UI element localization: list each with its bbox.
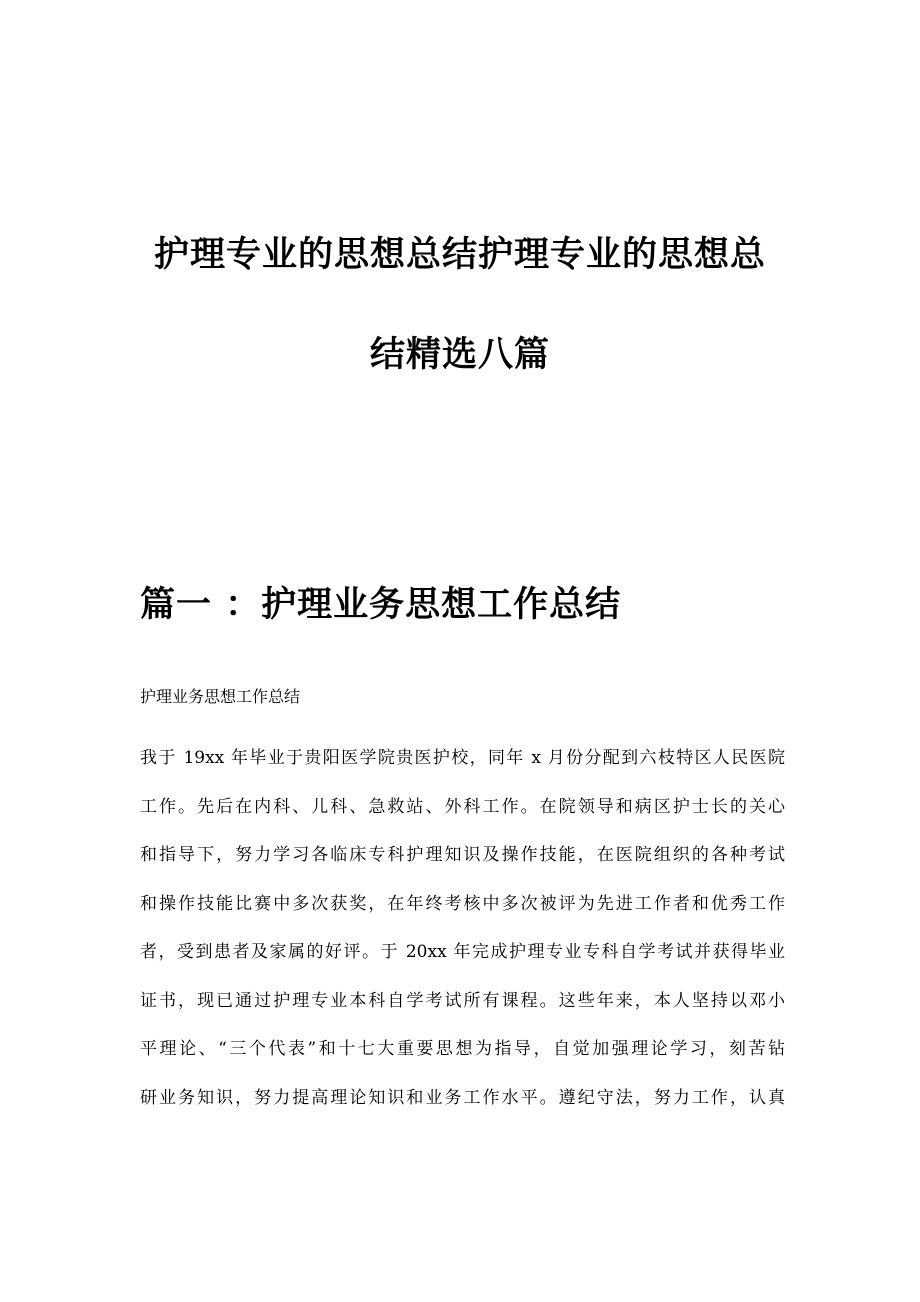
- document-title-line: 护理专业的思想总结护理专业的思想总: [153, 234, 766, 275]
- body-line: 者，受到患者及家属的好评。于 20xx 年完成护理专业专科自学考试并获得毕业: [140, 942, 785, 962]
- document-title: [100, 205, 820, 405]
- body-line: 研业务知识，努力提高理论知识和业务工作水平。遵纪守法，努力工作，认真: [140, 1087, 785, 1108]
- body-line: 工作。先后在内科、儿科、急救站、外科工作。在院领导和病区护士长的关心: [140, 796, 785, 817]
- body-line: 和指导下，努力学习各临床专科护理知识及操作技能，在医院组织的各种考试: [140, 845, 785, 865]
- body-line: 和操作技能比赛中多次获奖，在年终考核中多次被评为先进工作者和优秀工作: [140, 893, 785, 914]
- document-title-line: 结精选八篇: [369, 334, 550, 375]
- section-heading: 篇一 ：护理业务思想工作总结: [140, 584, 622, 625]
- section-subtitle: 护理业务思想工作总结: [140, 687, 301, 706]
- body-line: 我于 19xx 年毕业于贵阳医学院贵医护校，同年 x 月份分配到六枝特区人民医院: [140, 748, 785, 768]
- body-line: 证书，现已通过护理专业本科自学考试所有课程。这些年来，本人坚持以邓小: [140, 990, 785, 1011]
- body-line: 平理论、“三个代表”和十七大重要思想为指导，自觉加强理论学习，刻苦钻: [140, 1039, 785, 1059]
- body-paragraph: [140, 734, 785, 1122]
